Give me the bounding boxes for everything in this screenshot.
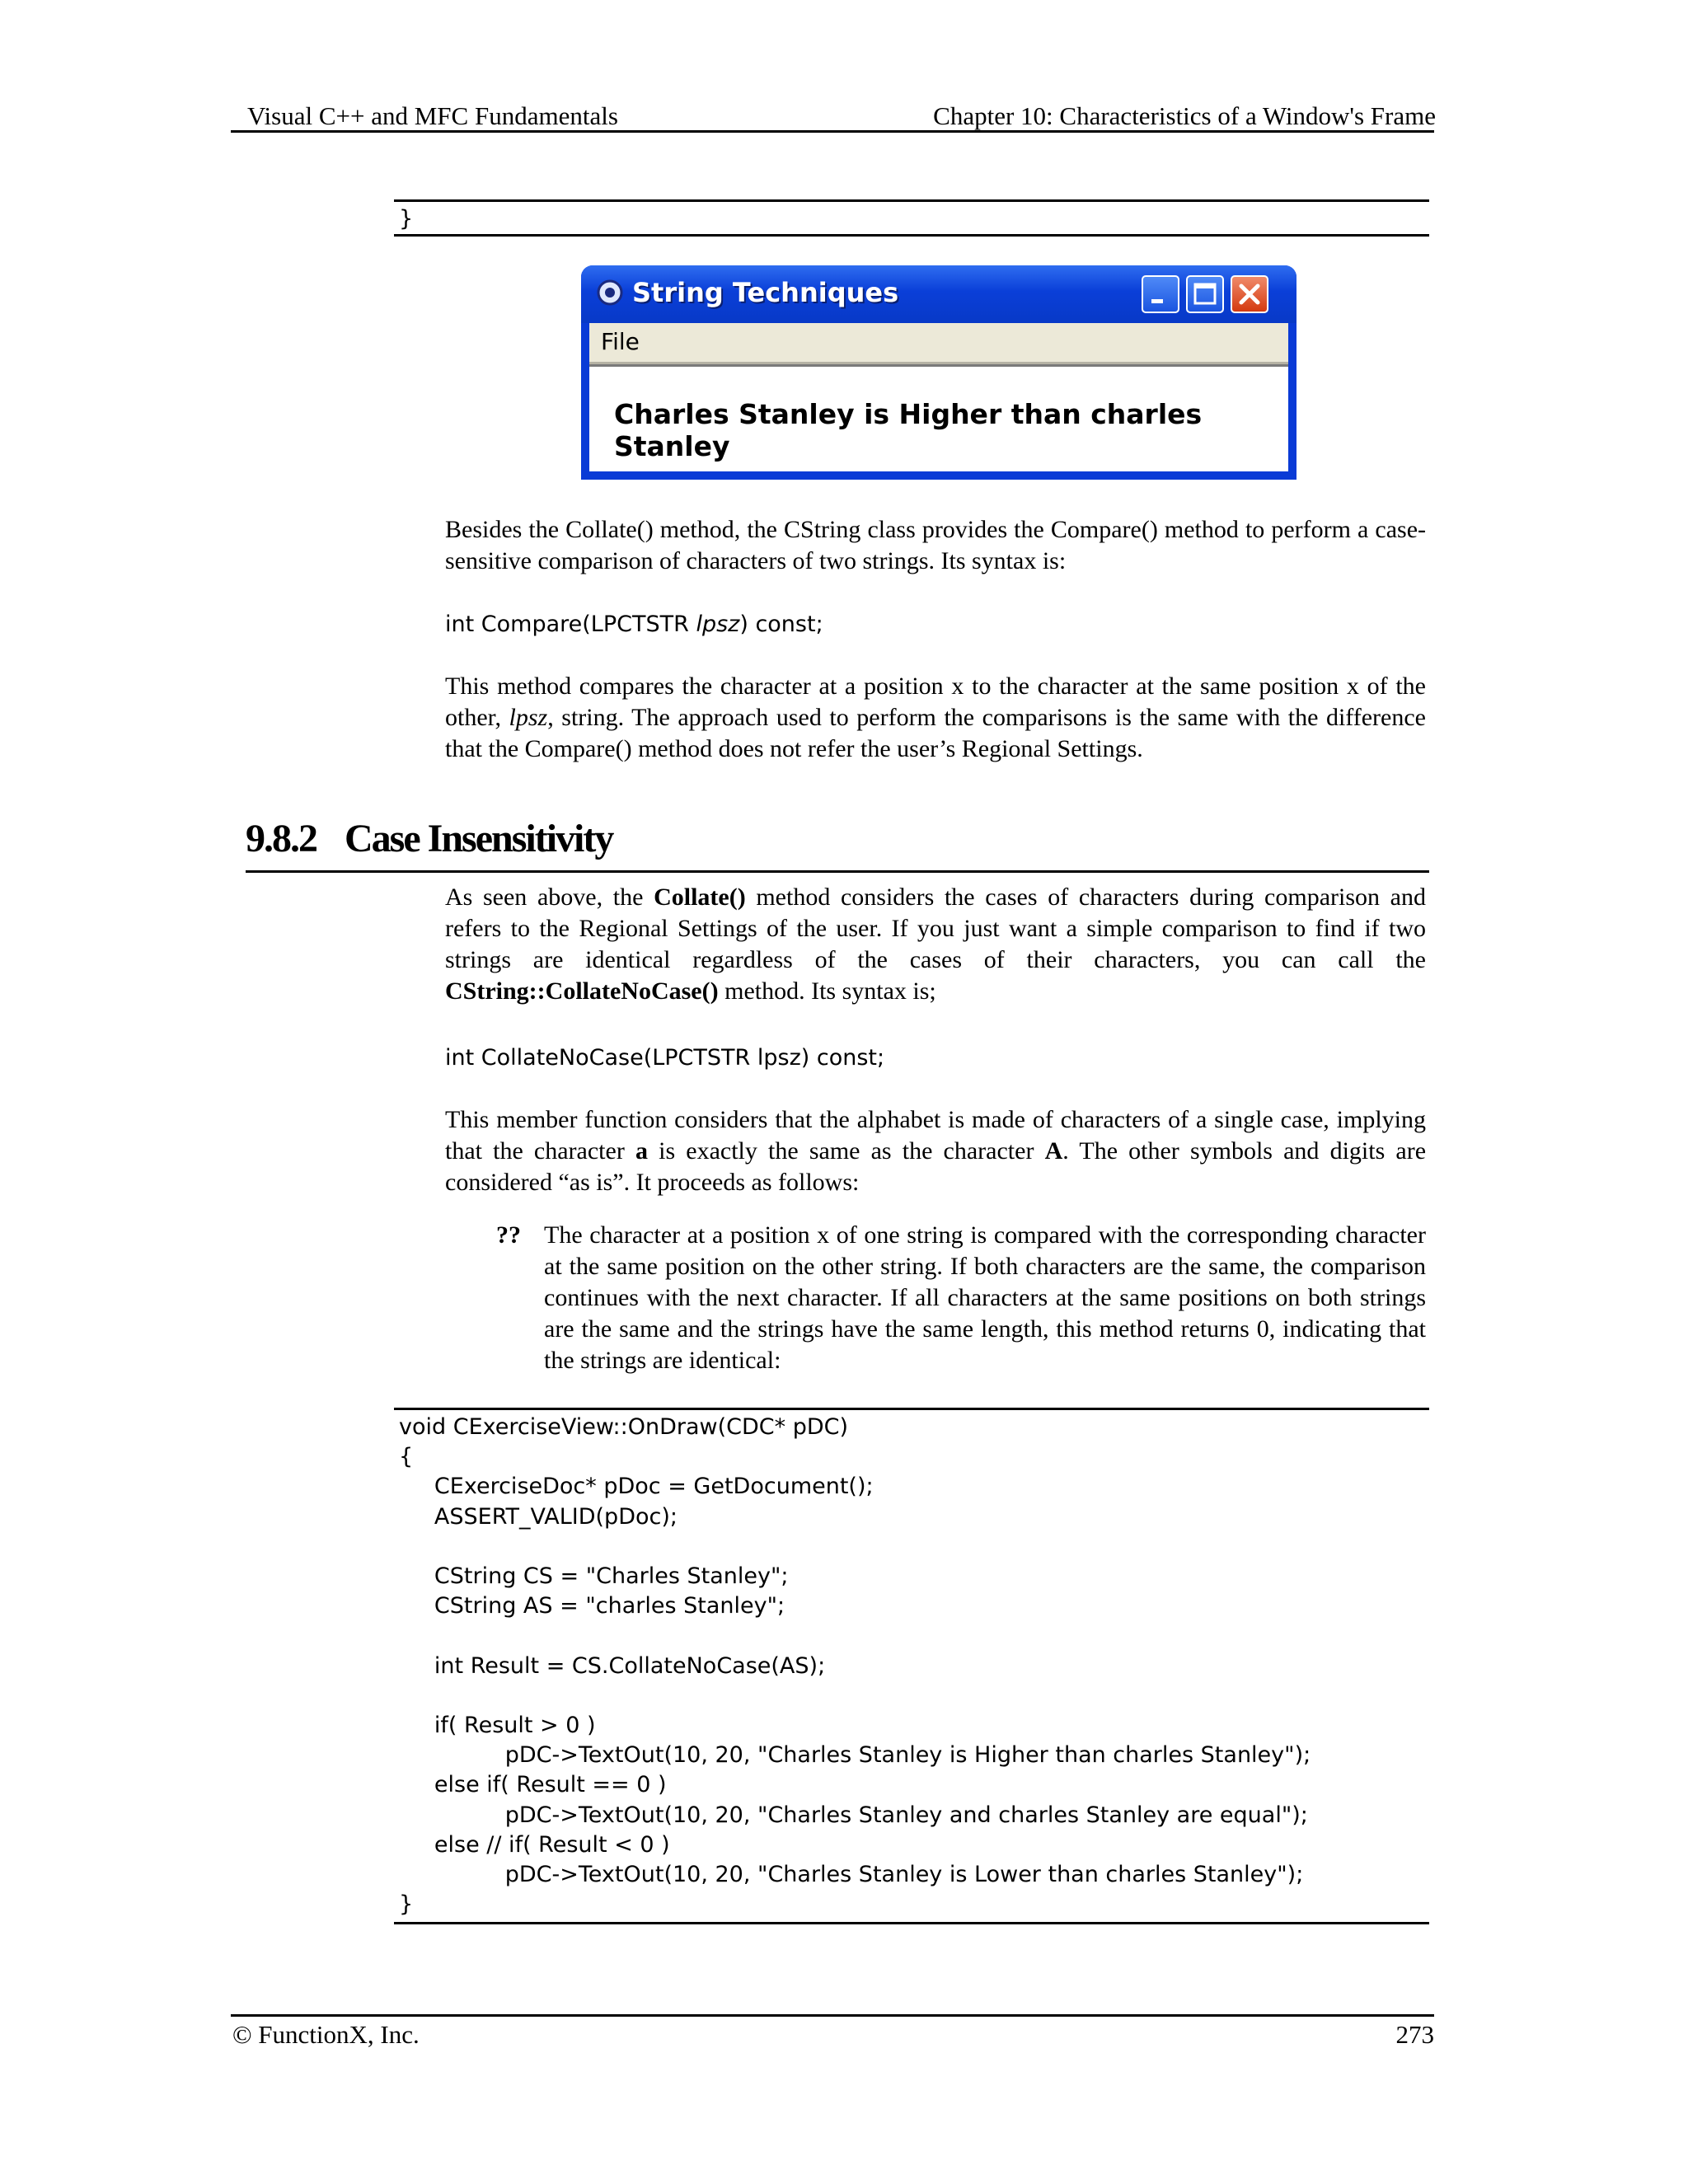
code-block-top-rule <box>394 1408 1429 1410</box>
bullet-marker: ?? <box>496 1221 521 1249</box>
app-icon <box>596 279 624 307</box>
para4-bold-a: a <box>635 1137 648 1165</box>
para3-bold-collatenocase: CString::CollateNoCase() <box>445 977 719 1005</box>
paragraph-case-insensitivity <box>445 882 1426 1007</box>
menu-item-file[interactable]: File <box>601 328 640 355</box>
para2-italic-lpsz: lpsz <box>509 704 548 731</box>
minimize-icon <box>1143 277 1178 312</box>
paragraph-member-function <box>445 1104 1426 1198</box>
close-button[interactable] <box>1231 275 1268 313</box>
window-title: String Techniques <box>632 277 899 308</box>
window-menu-bar <box>589 323 1288 364</box>
para3-text-2: method considers the cases of characters during comparison and refers to the Regional Settings of the user. If you just want a simple comparison to find if two strings are identical regardless of the cases of their characters, you can call the <box>445 883 1426 973</box>
window-output-text: Charles Stanley is Higher than charles Stanley <box>614 398 1203 462</box>
code-line: pDC->TextOut(10, 20, "Charles Stanley is Higher than charles Stanley"); <box>399 1742 1311 1768</box>
footer-copyright: © FunctionX, Inc. <box>232 2020 420 2049</box>
header-rule <box>231 130 1434 133</box>
collatenocase-syntax: int CollateNoCase(LPCTSTR lpsz) const; <box>445 1045 885 1071</box>
window-title-bar <box>581 265 1296 323</box>
footer-rule <box>231 2014 1434 2017</box>
compare-syntax <box>445 610 823 640</box>
code-line: pDC->TextOut(10, 20, "Charles Stanley is Lower than charles Stanley"); <box>399 1862 1304 1887</box>
code-line: CExerciseDoc* pDoc = GetDocument(); <box>399 1474 874 1499</box>
code-closing-brace: } <box>399 206 414 232</box>
para4-text-1: This member function considers that the alphabet is made of characters of a single case, implying that the character <box>445 1106 1426 1165</box>
section-heading-rule <box>246 870 1429 873</box>
code-block-bottom-rule <box>394 1922 1429 1924</box>
para4-bold-A: A <box>1044 1137 1063 1165</box>
para3-text-1: As seen above, the <box>445 883 654 911</box>
para4-text-2: is exactly the same as the character <box>647 1137 1045 1165</box>
code-line: { <box>399 1444 414 1469</box>
compare-syntax-start: int Compare(LPCTSTR <box>445 612 696 637</box>
paragraph-compare-description <box>445 671 1426 765</box>
minimize-button[interactable] <box>1142 275 1179 313</box>
para3-bold-collate: Collate() <box>654 883 746 911</box>
paragraph-compare-intro: Besides the Collate() method, the CString class provides the Compare() method to perform a case-sensitive comparison of characters of two strings. Its syntax is: <box>445 516 1426 574</box>
code-line: pDC->TextOut(10, 20, "Charles Stanley and charles Stanley are equal"); <box>399 1802 1308 1828</box>
string-techniques-window <box>581 265 1296 480</box>
para2-text-1: This method compares the character at a position x to the character at the same position x of the other, <box>445 673 1426 731</box>
window-client-area <box>589 364 1288 471</box>
code-line: int Result = CS.CollateNoCase(AS); <box>399 1653 826 1679</box>
para4-text-3: . The other symbols and digits are considered “as is”. It proceeds as follows: <box>445 1137 1427 1196</box>
code-top-rule <box>394 199 1429 202</box>
compare-syntax-param: lpsz <box>696 612 740 637</box>
code-bottom-rule <box>394 234 1429 237</box>
code-line: else // if( Result < 0 ) <box>399 1832 670 1858</box>
section-heading <box>246 816 612 861</box>
para2-text-2: , string. The approach used to perform the comparisons is the same with the difference that the Compare() method does not refer the user’s Regional Settings. <box>445 704 1426 762</box>
running-header-book-title: Visual C++ and MFC Fundamentals <box>247 101 618 130</box>
maximize-icon <box>1188 277 1222 312</box>
code-line: CString CS = "Charles Stanley"; <box>399 1563 789 1589</box>
close-icon <box>1232 277 1267 312</box>
bullet-text: The character at a position x of one string is compared with the corresponding character at the same position on the other string. If both characters are the same, the comparison continues with the next character. If all characters at the same positions on both strings are the same and the strings have the same length, this method returns 0, indicating that the strings are identical: <box>544 1221 1426 1374</box>
code-line: if( Result > 0 ) <box>399 1713 596 1738</box>
section-title: Case Insensitivity <box>345 817 613 860</box>
page-number: 273 <box>1395 2020 1434 2049</box>
section-number: 9.8.2 <box>246 817 316 860</box>
para3-text-3: method. Its syntax is; <box>718 977 936 1005</box>
code-line: CString AS = "charles Stanley"; <box>399 1593 785 1619</box>
code-line: else if( Result == 0 ) <box>399 1772 667 1797</box>
code-line: ASSERT_VALID(pDoc); <box>399 1504 678 1530</box>
compare-syntax-end: ) const; <box>739 612 823 637</box>
maximize-button[interactable] <box>1186 275 1224 313</box>
code-line: } <box>399 1891 414 1917</box>
running-header-chapter-title: Chapter 10: Characteristics of a Window's Frame <box>933 101 1436 130</box>
code-line: void CExerciseView::OnDraw(CDC* pDC) <box>399 1414 849 1440</box>
